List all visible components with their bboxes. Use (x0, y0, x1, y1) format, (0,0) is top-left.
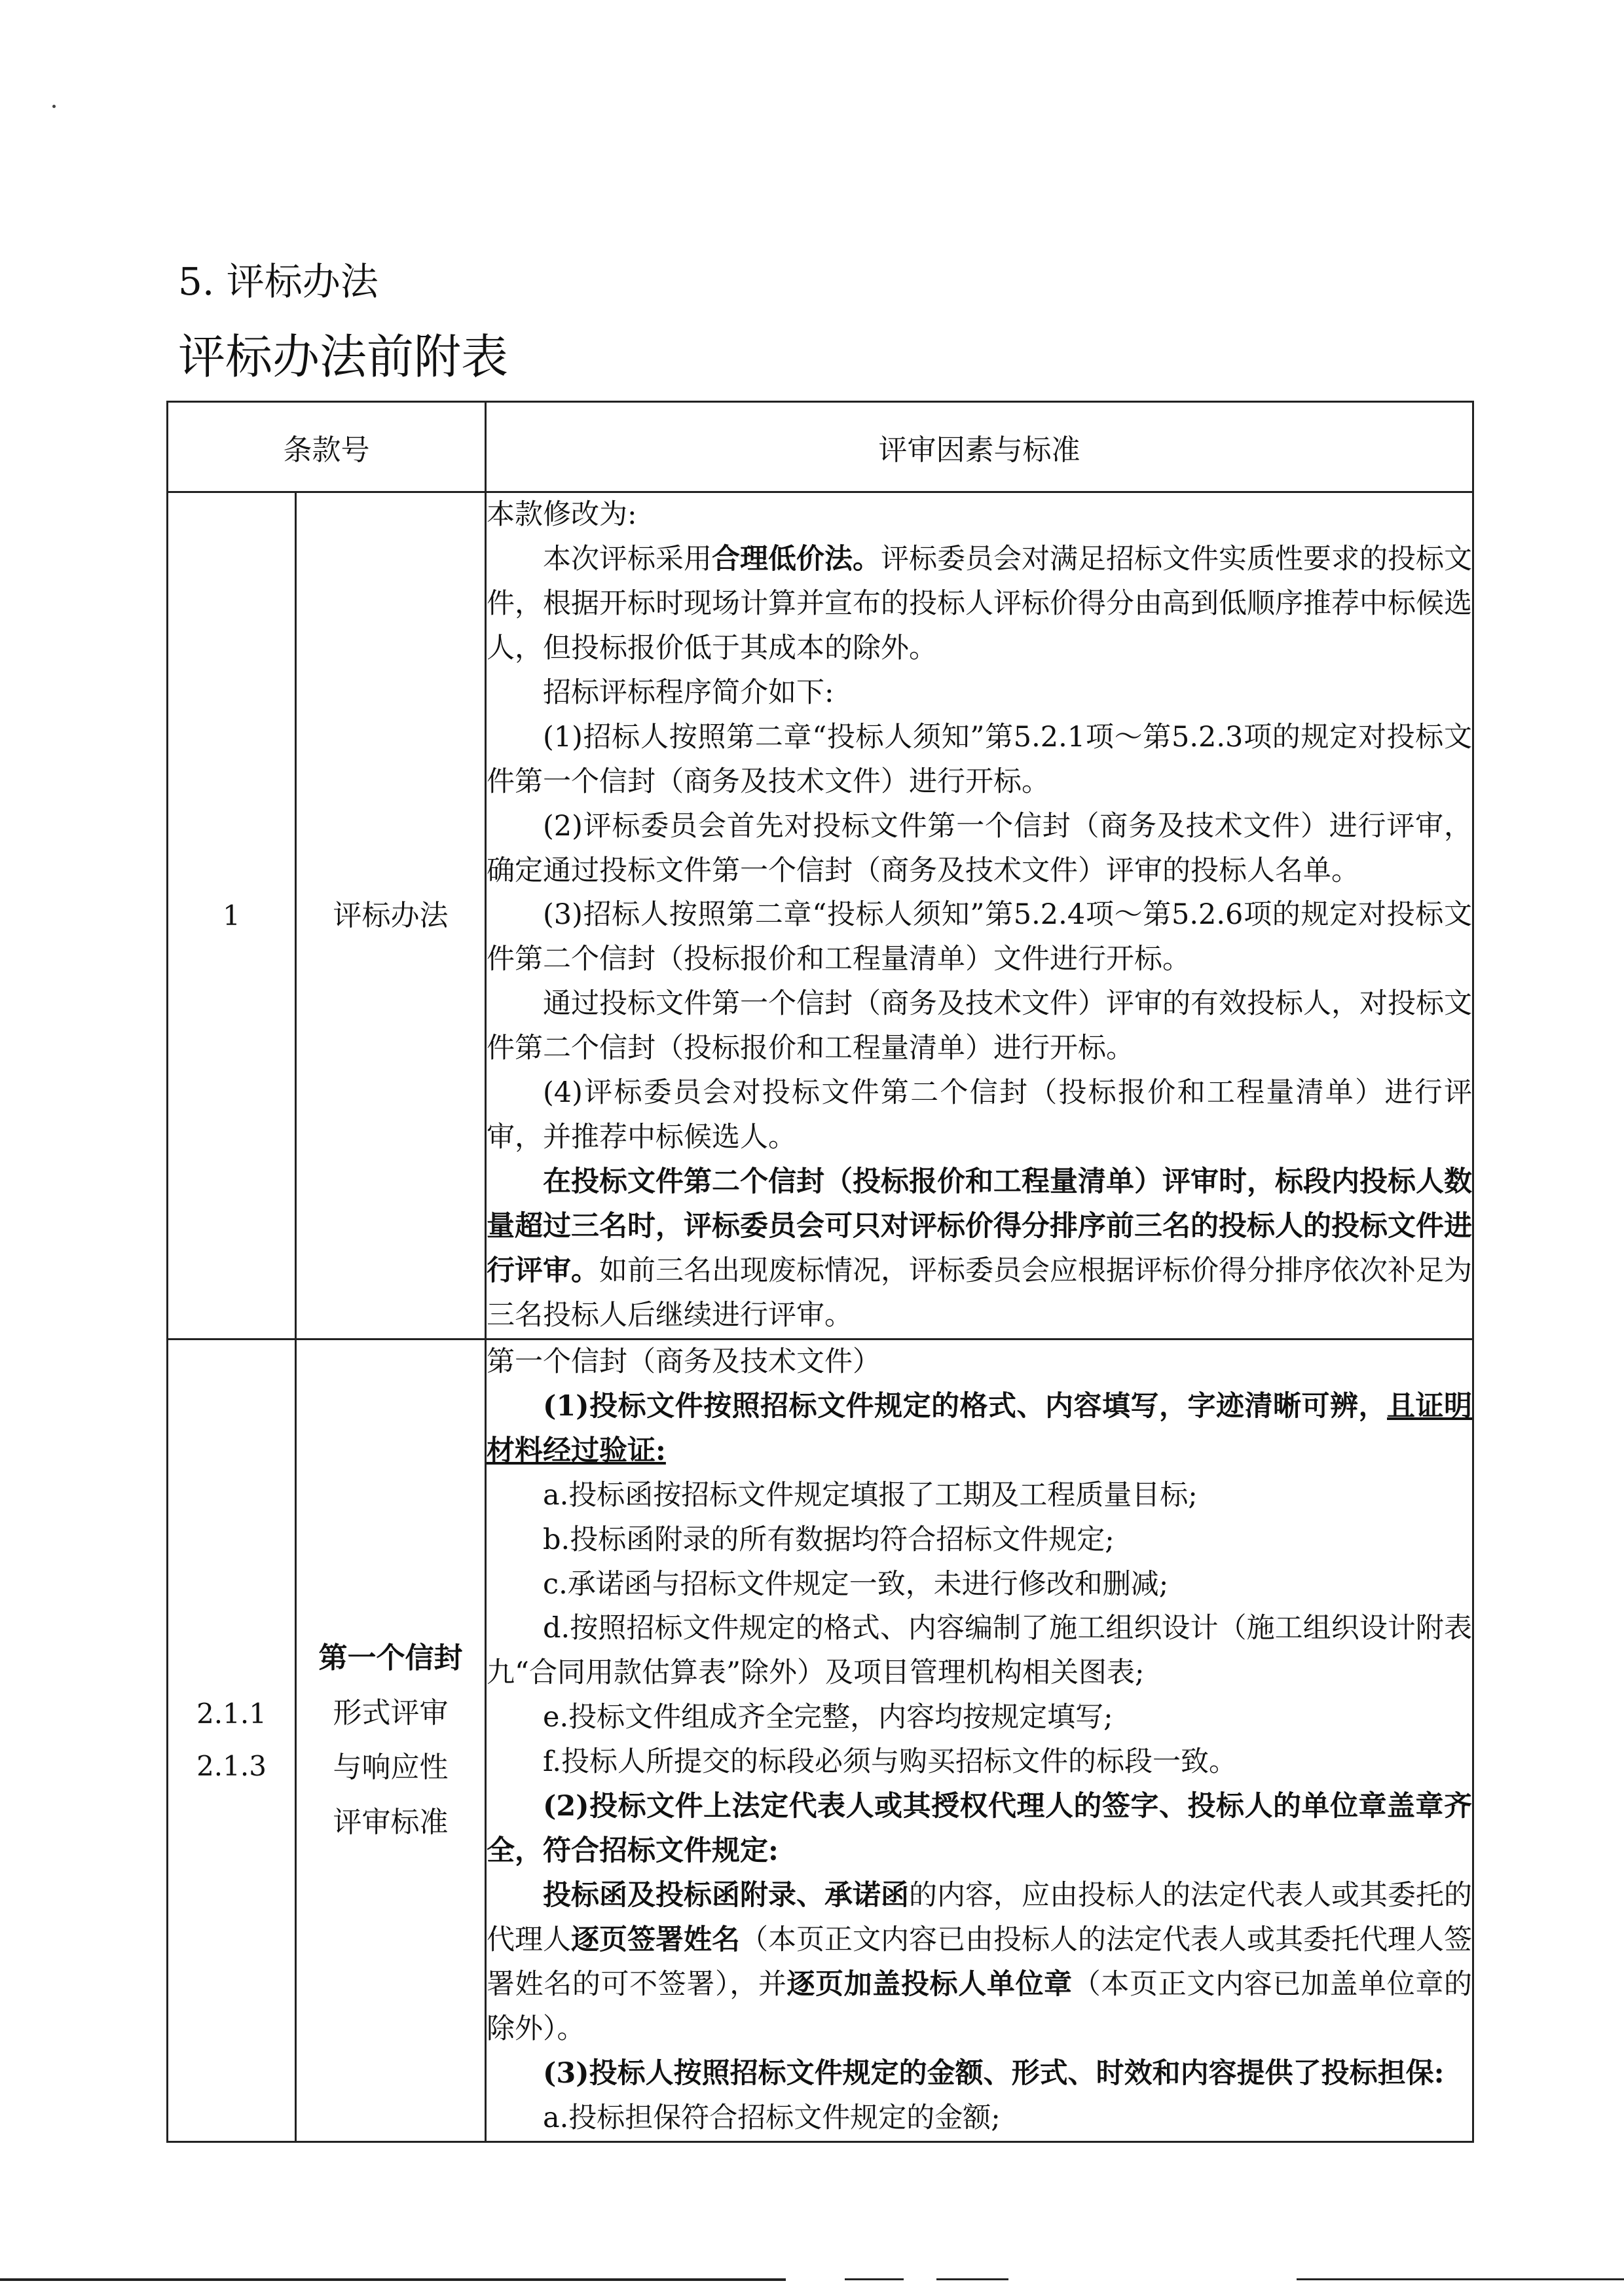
page-bottom-rule (845, 2278, 904, 2280)
scan-speck (52, 105, 56, 108)
criterion-item: c.承诺函与招标文件规定一致，未进行修改和删减; (543, 1567, 1169, 1601)
criterion-1-underlined: 且证明材料经过验证: (487, 1389, 1473, 1467)
clause-number: 1 (168, 492, 296, 1339)
signature-paragraph (487, 1874, 1472, 2052)
method-text-rest: 评标委员会对满足招标文件实质性要求的投标文件，根据开标时现场计算并宣布的投标人评标价得分由高到低顺序推荐中标候选人，但投标报价低于其成本的除外。 (487, 542, 1472, 665)
clause-name-line: 形式评审 (333, 1696, 449, 1730)
clause-number-start: 2.1.1 (196, 1698, 267, 1730)
clause-name-line: 评审标准 (333, 1805, 449, 1839)
criterion-1 (487, 1385, 1472, 1474)
table-row (168, 492, 1473, 1339)
criterion-1-text: (1)投标文件按照招标文件规定的格式、内容填写，字迹清晰可辨， (543, 1389, 1388, 1423)
signature-text: 的内容，应由投标人的法定代表人或其委托的代理人 (487, 1879, 1472, 1956)
procedure-step-4: (4)评标委员会对投标文件第二个信封（投标报价和工程量清单）进行评审，并推荐中标候选人。 (487, 1076, 1472, 1154)
procedure-step-1: (1)招标人按照第二章“投标人须知”第5.2.1项～第5.2.3项的规定对投标文件第一个信封（商务及技术文件）进行开标。 (487, 720, 1472, 798)
method-paragraph (487, 538, 1472, 671)
seal-exception: （本页正文内容已加盖单位章的除外）。 (487, 1967, 1473, 2045)
criterion-item: e.投标文件组成齐全完整，内容均按规定填写; (543, 1701, 1113, 1734)
clause-name-line: 与响应性 (333, 1751, 449, 1785)
clause-name: 评标办法 (296, 492, 486, 1339)
procedure-step-2: (2)评标委员会首先对投标文件第一个信封（商务及技术文件）进行评审，确定通过投标文件第一个信封（商务及技术文件）评审的投标人名单。 (487, 809, 1472, 887)
page-bottom-rule (936, 2278, 1008, 2280)
header-clause-number: 条款号 (168, 402, 486, 492)
clause-number-end: 2.1.3 (196, 1750, 267, 1783)
evaluation-table (166, 401, 1474, 2143)
intro-text: 本款修改为: (487, 498, 637, 531)
method-name: 合理低价法。 (712, 542, 881, 575)
top-three-rule: 在投标文件第二个信封（投标报价和工程量清单）评审时，标段内投标人数量超过三名时，评标委员会可只对评标价得分排序前三名的投标人的投标文件进行评审。 (487, 1165, 1472, 1287)
procedure-intro: 招标评标程序简介如下: (543, 676, 834, 709)
clause-name (296, 1339, 486, 2141)
procedure-step-3: (3)招标人按照第二章“投标人须知”第5.2.4项～第5.2.6项的规定对投标文件第二个信封（投标报价和工程量清单）文件进行开标。 (487, 898, 1472, 976)
procedure-note: 通过投标文件第一个信封（商务及技术文件）评审的有效投标人，对投标文件第二个信封（投标报价和工程量清单）进行开标。 (487, 987, 1472, 1065)
section-heading: 5. 评标办法 (178, 259, 378, 304)
table-row (168, 1339, 1473, 2141)
signature-exception: （本页正文内容已由投标人的法定代表人或其委托代理人签署姓名的可不签署），并 (487, 1923, 1472, 2001)
table-header-row (168, 402, 1473, 492)
signature-requirement: 逐页签署姓名 (571, 1923, 740, 1956)
criterion-item: a.投标函按招标文件规定填报了工期及工程质量目标; (543, 1478, 1198, 1512)
envelope-heading: 第一个信封（商务及技术文件） (487, 1345, 881, 1378)
top-three-fallback: 如前三名出现废标情况，评标委员会应根据评标价得分排序依次补足为三名投标人后继续进行评审。 (487, 1254, 1472, 1332)
criterion-item: a.投标担保符合招标文件规定的金额; (543, 2101, 1001, 2134)
seal-requirement: 逐页加盖投标人单位章 (786, 1967, 1073, 2001)
page-bottom-rule (0, 2278, 786, 2281)
page-bottom-rule (1297, 2278, 1624, 2280)
clause-number (168, 1339, 296, 2141)
clause-name-line: 第一个信封 (318, 1641, 463, 1675)
criterion-item: f.投标人所提交的标段必须与购买招标文件的标段一致。 (543, 1745, 1238, 1779)
criterion-item: d.按照招标文件规定的格式、内容编制了施工组织设计（施工组织设计附表九“合同用款估算表”除外）及项目管理机构相关图表; (487, 1612, 1472, 1690)
criterion-item: b.投标函附录的所有数据均符合招标文件规定; (543, 1523, 1115, 1556)
method-text: 本次评标采用 (543, 542, 712, 575)
criterion-3: (3)投标人按照招标文件规定的金额、形式、时效和内容提供了投标担保: (543, 2056, 1445, 2090)
criterion-2: (2)投标文件上法定代表人或其授权代理人的签字、投标人的单位章盖章齐全，符合招标文件规定: (487, 1790, 1472, 1868)
table-title: 评标办法前附表 (178, 329, 509, 384)
signature-docs: 投标函及投标函附录、承诺函 (543, 1879, 909, 1912)
clause-content (486, 1339, 1473, 2141)
clause-content (486, 492, 1473, 1339)
top-three-paragraph (487, 1160, 1472, 1338)
header-criteria: 评审因素与标准 (486, 402, 1473, 492)
